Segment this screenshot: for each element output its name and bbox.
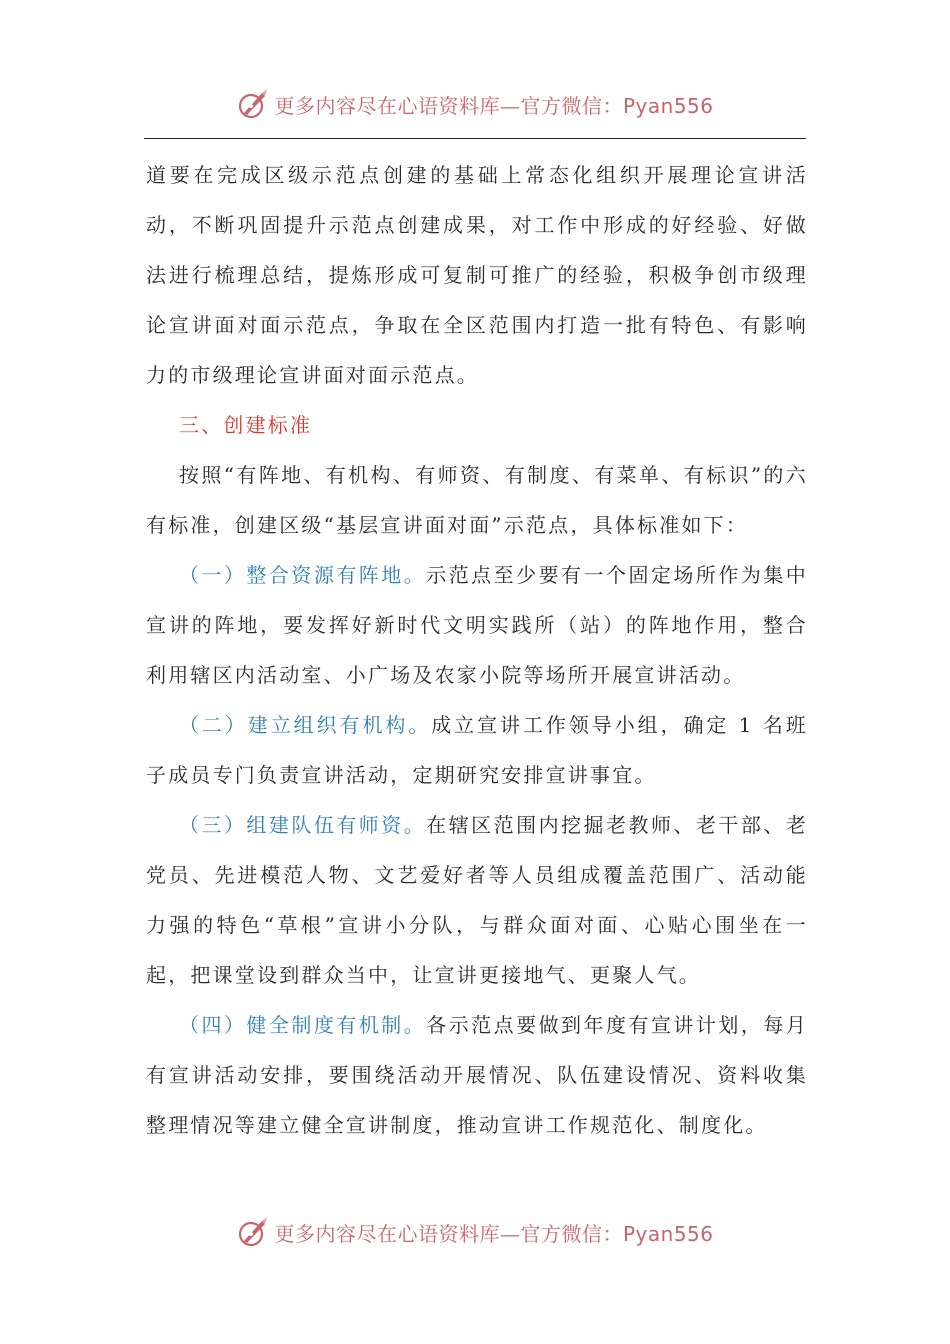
section-heading: 三、创建标准 xyxy=(179,413,313,437)
banner-separator: — xyxy=(499,93,521,118)
standard-item-3-title: （三）组建队伍有师资。 xyxy=(179,813,427,837)
standard-item-3-body: 在辖区范围内挖掘老教师、老干部、老党员、先进模范人物、文艺爱好者等人员组成覆盖范围广、活动能力强的特色“草根”宣讲小分队，与群众面对面、心贴心围坐在一起，把课堂设到群众当中，让宣讲更接地气、更聚人气。 xyxy=(146,813,808,987)
standard-item-1-body: 示范点至少要有一个固定场所作为集中宣讲的阵地，要发挥好新时代文明实践所（站）的阵地作用，整合利用辖区内活动室、小广场及农家小院等场所开展宣讲活动。 xyxy=(146,563,808,687)
banner-main-text: 更多内容尽在心语资料库 xyxy=(274,1221,500,1246)
banner-separator: — xyxy=(499,1221,521,1246)
standard-item-2 xyxy=(146,700,808,800)
standard-item-2-title: （二）建立组织有机构。 xyxy=(179,713,432,737)
standard-item-1-title: （一）整合资源有阵地。 xyxy=(179,563,427,587)
banner-wechat-label: 官方微信： xyxy=(520,93,623,118)
header-banner xyxy=(0,84,950,124)
standard-item-1 xyxy=(146,550,808,700)
standard-item-4-body: 各示范点要做到年度有宣讲计划，每月有宣讲活动安排，要围绕活动开展情况、队伍建设情况、资料收集整理情况等建立健全宣讲制度，推动宣讲工作规范化、制度化。 xyxy=(146,1013,808,1137)
banner-wechat-label: 官方微信： xyxy=(520,1221,623,1246)
paragraph-standards-intro: 按照“有阵地、有机构、有师资、有制度、有菜单、有标识”的六有标准，创建区级“基层宣讲面对面”示范点，具体标准如下： xyxy=(146,463,808,537)
standard-item-2-body: 成立宣讲工作领导小组，确定 1 名班子成员专门负责宣讲活动，定期研究安排宣讲事宜。 xyxy=(146,713,808,787)
banner-text xyxy=(274,1218,713,1247)
paragraph-continuation: 道要在完成区级示范点创建的基础上常态化组织开展理论宣讲活动，不断巩固提升示范点创建成果，对工作中形成的好经验、好做法进行梳理总结，提炼形成可复制可推广的经验，积极争创市级理论宣讲面对面示范点，争取在全区范围内打造一批有特色、有影响力的市级理论宣讲面对面示范点。 xyxy=(146,163,808,387)
document-body xyxy=(146,150,808,1150)
banner-text xyxy=(274,90,713,119)
standard-item-4-title: （四）健全制度有机制。 xyxy=(179,1013,427,1037)
header-divider xyxy=(144,138,806,139)
quill-logo-icon xyxy=(236,1215,270,1249)
standard-item-4 xyxy=(146,1000,808,1150)
banner-main-text: 更多内容尽在心语资料库 xyxy=(274,93,500,118)
banner-wechat-id: Pyan556 xyxy=(622,93,714,118)
standard-item-3 xyxy=(146,800,808,1000)
banner-wechat-id: Pyan556 xyxy=(622,1221,714,1246)
quill-logo-icon xyxy=(236,87,270,121)
footer-banner xyxy=(0,1212,950,1252)
